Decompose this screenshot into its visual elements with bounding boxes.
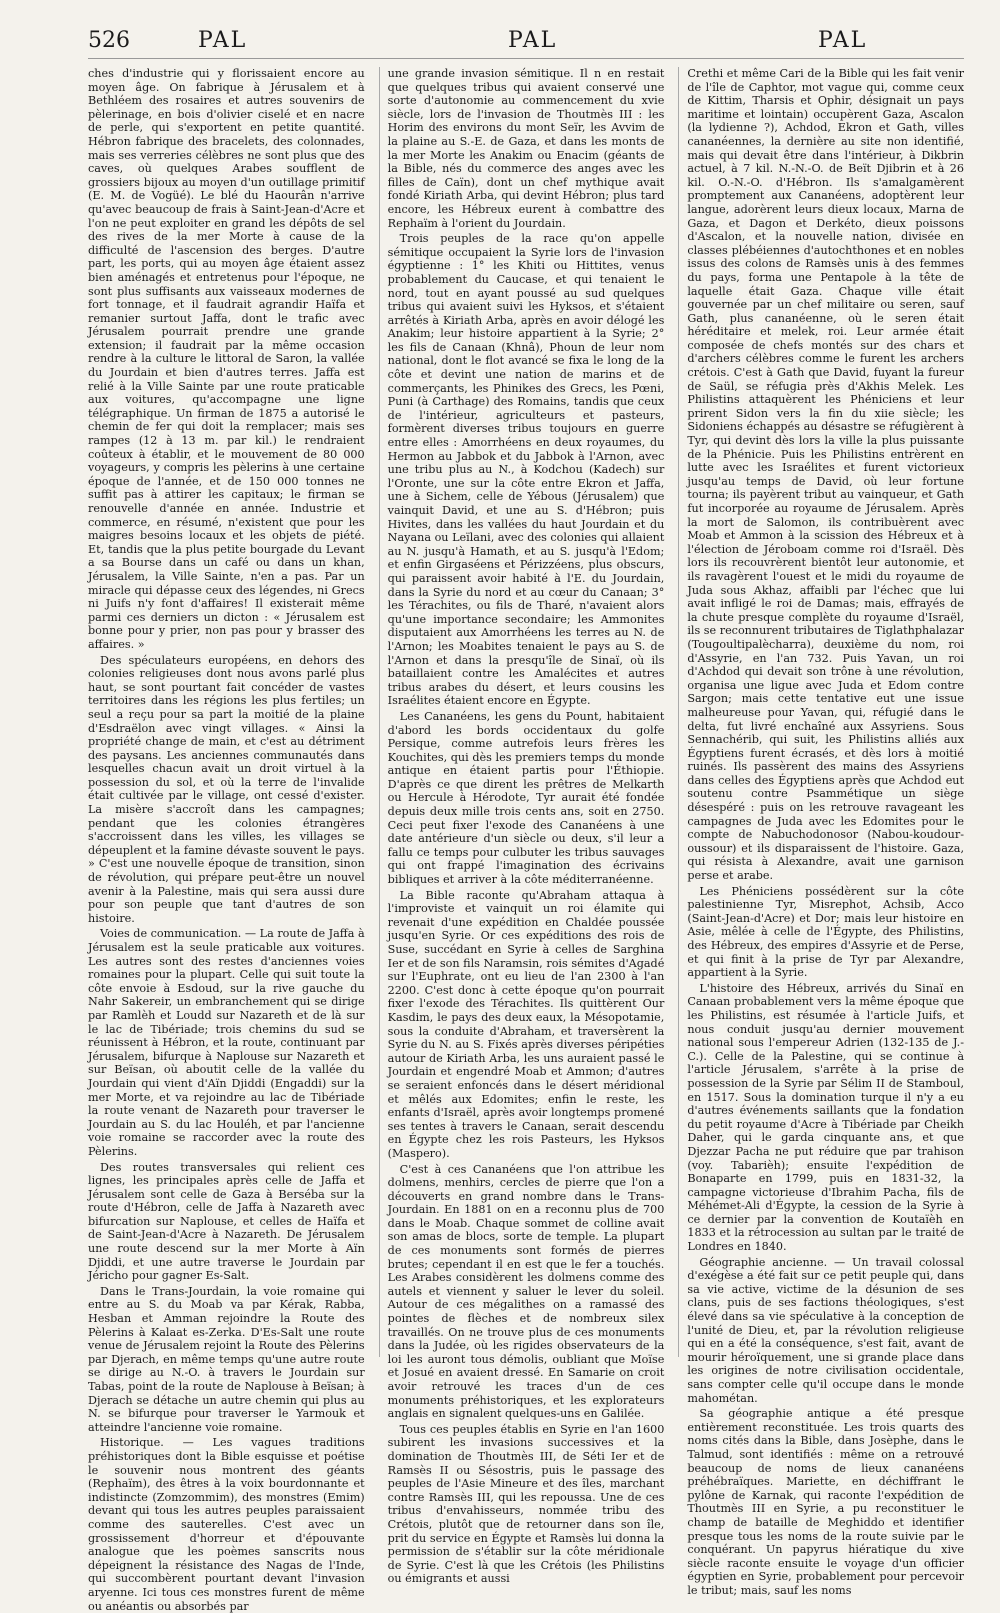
paragraph: Les Phéniciens possédèrent sur la côte palestinienne Tyr, Misrephot, Achsib, Acco (Saint-Jean-d'Acre) et Dor; mais leur histoire en Asie, mêlée à celle de l'Égypte, des Philistins, des Hébreux, des empires d'Assyrie et de Perse, et qui finit à la prise de Tyr par Alexandre, appartient à la Syrie.: [687, 884, 965, 980]
paragraph: Sa géographie antique a été presque entièrement reconstituée. Les trois quarts des noms cités dans la Bible, dans Josèphe, dans le Talmud, sont identifiés : même on a retrouvé beaucoup de noms de lieux cananéens préhébraïques. Mariette, en déchiffrant le pylône de Karnak, qui raconte l'expédition de Thoutmès III en Syrie, a pu reconstituer le champ de bataille de Meghiddo et identifier presque tous les noms de la route suivie par le conquérant. Un papyrus hiératique du xive siècle raconte ensuite le voyage d'un officier égyptien en Syrie, probablement pour percevoir le tribut; mais, sauf les noms: [687, 1407, 965, 1597]
paragraph: Des routes transversales qui relient ces lignes, les principales après celle de Jaffa et Jérusalem sont celle de Gaza à Berséba sur la route d'Hébron, celle de Jaffa à Nazareth avec bifurcation sur Naplouse, et celles de Haïfa et de Saint-Jean-d'Acre à Nazareth. De Jérusalem une route descend sur la mer Morte à Aïn Djiddi, et une autre traverse le Jourdain par Jéricho pour gagner Es-Salt.: [88, 1160, 365, 1283]
paragraph: Tous ces peuples établis en Syrie en l'an 1600 subirent les invasions successives et la domination de Thoutmès III, de Séti Ier et de Ramsès II ou Sésostris, puis le passage des peuples de l'Asie Mineure et des îles, marchant contre Ramsès III, qui les repoussa. Une de ces tribus d'envahisseurs, nommée tribu des Crétois, plutôt que de retourner dans son île, prit du service en Égypte et Ramsès lui donna la permission de s'établir sur la côte méridionale de Syrie. C'est là que les Crétois (les Philistins ou émigrants et aussi: [387, 1422, 665, 1586]
paragraph: une grande invasion sémitique. Il n en restait que quelques tribus qui avaient conservé une sorte d'autonomie au commencement du xvie siècle, lors de l'invasion de Thoutmès III : les Horim des environs du mont Seïr, les Avvim de la plaine au S.-E. de Gaza, et dans les monts de la mer Morte les Anakim ou Enacim (géants de la Bible, nés du commerce des anges avec les filles de Caïn), dont un chef mythique avait fondé Kiriath Arba, qui devint Hébron; plus tard encore, les Hébreux eurent à combattre des Rephaïm à l'orient du Jourdain.: [387, 67, 665, 230]
text-columns: [88, 67, 965, 1613]
paragraph: C'est à ces Cananéens que l'on attribue les dolmens, menhirs, cercles de pierre que l'on a découverts en grand nombre dans le Trans-Jourdain. En 1881 on en a reconnu plus de 700 dans le Moab. Chaque sommet de colline avait son amas de blocs, sorte de temple. La plupart de ces monuments sont formés de pierres brutes; cependant il en est que le fer a touchés. Les Arabes considèrent les dolmens comme des autels et viennent y saluer le lever du soleil. Autour de ces mégalithes on a ramassé des pointes de flèches et de nombreux silex travaillés. On ne trouve plus de ces monuments dans la Judée, où les rigides observateurs de la loi les auront tous démolis, oubliant que Moïse et Josué en avaient dressé. En Samarie on croit avoir retrouvé les traces d'un de ces monuments préhistoriques, et les explorateurs anglais en signalent quelques-uns en Galilée.: [387, 1162, 665, 1421]
paragraph: La Bible raconte qu'Abraham attaqua à l'improviste et vainquit un roi élamite qui revenait d'une expédition en Chaldée poussée jusqu'en Syrie. Or ces expéditions des rois de Suse, succédant en Syrie à celles de Sarghina Ier et de son fils Naramsin, rois sémites d'Agadé sur l'Euphrate, ont eu lieu de l'an 2300 à l'an 2200. C'est donc à cette époque qu'on pourrait fixer l'exode des Térachites. Ils quittèrent Our Kasdim, le pays des deux eaux, la Mésopotamie, sous la conduite d'Abraham, et traversèrent la Syrie du N. au S. Fixés après diverses péripéties autour de Kiriath Arba, les uns auraient passé le Jourdain et engendré Moab et Ammon; d'autres se seraient enfoncés dans le désert méridional et mêlés aux Edomites; enfin le reste, les enfants d'Israël, après avoir longtemps promené ses tentes à travers le Canaan, serait descendu en Égypte chez les rois Pasteurs, les Hyksos (Maspero).: [387, 888, 665, 1160]
running-head-center: PAL: [508, 28, 558, 53]
running-head-right: PAL: [818, 28, 868, 53]
paragraph: L'histoire des Hébreux, arrivés du Sinaï en Canaan probablement vers la même époque que les Philistins, est résumée à l'article Juifs, et nous conduit jusqu'au dernier mouvement national sous l'empereur Adrien (132-135 de J.-C.). Celle de la Palestine, qui se continue à l'article Jérusalem, s'arrête à la prise de possession de la Syrie par Sélim II de Stamboul, en 1517. Sous la domination turque il n'y a eu d'autres événements saillants que la fondation du petit royaume d'Acre à Tibériade par Cheikh Daher, qui le garda cinquante ans, et que Djezzar Pacha ne put réduire que par trahison (voy. Tabarièh); ensuite l'expédition de Bonaparte en 1799, puis en 1831-32, la campagne victorieuse d'Ibrahim Pacha, fils de Méhémet-Ali d'Égypte, la cession de la Syrie à ce dernier par la convention de Koutaïèh en 1833 et la rétrocession au sultan par le traité de Londres en 1840.: [687, 981, 965, 1254]
paragraph: Des spéculateurs européens, en dehors des colonies religieuses dont nous avons parlé plus haut, se sont pourtant fait concéder de vastes territoires dans les régions les plus fertiles; un seul a reçu pour sa part la moitié de la plaine d'Esdraëlon avec vingt villages. « Ainsi la propriété change de main, et c'est au détriment des paysans. Les anciennes communautés dans lesquelles chacun avait un droit virtuel à la possession du sol, et où la terre de l'invalide était cultivée par le village, ont cessé d'exister. La misère s'accroît dans les campagnes; pendant que les colonies étrangères s'accroissent dans les villes, les villages se dépeuplent et la famine dévaste souvent le pays. » C'est une nouvelle époque de transition, sinon de révolution, qui prépare peut-être un nouvel avenir à la Palestine, mais qui sera aussi dure pour son peuple que tant d'autres de son histoire.: [88, 653, 365, 925]
paragraph: Les Cananéens, les gens du Pount, habitaient d'abord les bords occidentaux du golfe Persique, comme autrefois leurs frères les Kouchites, qui dès les premiers temps du monde antique en étaient partis pour l'Éthiopie. D'après ce que dirent les prêtres de Melkarth ou Hercule à Hérodote, Tyr aurait été fondée depuis deux mille trois cents ans, soit en 2750. Ceci peut fixer l'exode des Cananéens à une date antérieure d'un siècle ou deux, s'il leur a fallu ce temps pour culbuter les tribus sauvages qui ont frappé l'imagination des écrivains bibliques et arriver à la côte méditerranéenne.: [387, 709, 665, 887]
running-head-left: PAL: [198, 28, 248, 53]
paragraph: ches d'industrie qui y florissaient encore au moyen âge. On fabrique à Jérusalem et à Bethléem des rosaires et autres souvenirs de pèlerinage, en bois d'olivier ciselé et en nacre de perle, qui s'exportent en petite quantité. Hébron fabrique des bracelets, des colonnades, mais ses verreries célèbres ne sont plus que des caves, où quelques Arabes soufflent de grossiers bijoux au moyen d'un outillage primitif (E. M. de Vogüé). Le blé du Haourân n'arrive qu'avec beaucoup de frais à Saint-Jean-d'Acre et l'on ne peut exploiter en grand les dépôts de sel des rives de la mer Morte à cause de la difficulté de l'ascension des berges. D'autre part, les ports, qui au moyen âge étaient assez bien aménagés et entretenus pour l'époque, ne sont plus suffisants aux vaisseaux modernes de fort tonnage, et il faudrait agrandir Haïfa et remanier surtout Jaffa, dont le trafic avec Jérusalem pourrait prendre une grande extension; il faudrait par la même occasion rendre à la culture le littoral de Saron, la vallée du Jourdain et bien d'autres terres. Jaffa est relié à la Ville Sainte par une route praticable aux voitures, qu'accompagne une ligne télégraphique. Un firman de 1875 a autorisé le chemin de fer qui doit la remplacer; mais ses rampes (12 à 13 m. par kil.) le rendraient coûteux à établir, et le mouvement de 80 000 voyageurs, y compris les pèlerins à une certaine époque de l'année, et de 150 000 tonnes ne suffit pas à attirer les capitaux; le firman se renouvelle d'année en année. Industrie et commerce, en résumé, n'existent que pour les maigres besoins locaux et les objets de piété. Et, tandis que la plus petite bourgade du Levant a sa Bourse dans un café ou dans un khan, Jérusalem, la Ville Sainte, n'en a pas. Par un miracle qui dépasse ceux des légendes, ni Grecs ni Juifs n'y font d'affaires! Il existerait même parmi ces derniers un dicton : « Jérusalem est bonne pour y prier, non pas pour y brasser des affaires. »: [88, 67, 365, 651]
page-number: 526: [88, 28, 130, 53]
paragraph: Trois peuples de la race qu'on appelle sémitique occupaient la Syrie lors de l'invasion égyptienne : 1° les Khiti ou Hittites, venus probablement du Caucase, et qui tenaient le nord, tout en ayant poussé au sud quelques tribus qui avaient suivi les Hyksos, et s'étaient arrêtés à Kiriath Arba, après en avoir délogé les Anakim; leur histoire appartient à la Syrie; 2° les fils de Canaan (Khnâ), Phoun de leur nom national, dont le flot avancé se fixa le long de la côte et devint une nation de marins et de commerçants, les Phinikes des Grecs, les Pœni, Puni (à Carthage) des Romains, tandis que ceux de l'intérieur, agriculteurs et pasteurs, formèrent diverses tribus toujours en guerre entre elles : Amorrhéens en deux royaumes, du Hermon au Jabbok et du Jabbok à l'Arnon, avec une tribu plus au N., à Kodchou (Kadech) sur l'Oronte, une sur la côte entre Ekron et Jaffa, une à Sichem, celle de Yébous (Jérusalem) que vainquit David, et une au S. d'Hébron; puis Hivites, dans les vallées du haut Jourdain et du Nayana ou Leïlani, avec des colonies qui allaient au N. jusqu'à Hamath, et au S. jusqu'à l'Edom; et enfin Girgaséens et Périzzéens, plus obscurs, qui paraissent avoir habité à l'E. du Jourdain, dans la Syrie du nord et au cœur du Canaan; 3° les Térachites, ou fils de Tharé, n'avaient alors qu'une importance secondaire; les Ammonites disputaient aux Amorrhéens les terres au N. de l'Arnon; les Moabites tenaient le pays au S. de l'Arnon et dans la presqu'île de Sinaï, où ils bataillaient contre les Amalécites et autres tribus arabes du désert, et leurs cousins les Israélites étaient encore en Égypte.: [387, 232, 665, 708]
paragraph: Voies de communication. — La route de Jaffa à Jérusalem est la seule praticable aux voitures. Les autres sont des restes d'anciennes voies romaines pour la plupart. Celle qui suit toute la côte envoie à Esdoud, sur la rive gauche du Nahr Sakereir, un embranchement qui se dirige par Ramlèh et Loudd sur Nazareth et de là sur le lac de Tibériade; trois chemins du sud se réunissent à Hébron, et la route, continuant par Jérusalem, bifurque à Naplouse sur Nazareth et sur Beïsan, où aboutit celle de la vallée du Jourdain qui vient d'Aïn Djiddi (Engaddi) sur la mer Morte, et va rejoindre au lac de Tibériade la route venant de Nazareth pour traverser le Jourdain au S. du lac Houléh, et par l'ancienne voie romaine se raccorder avec la route des Pèlerins.: [88, 927, 365, 1158]
paragraph: Dans le Trans-Jourdain, la voie romaine qui entre au S. du Moab va par Kérak, Rabba, Hesban et Amman rejoindre la Route des Pèlerins à Kalaat es-Zerka. D'Es-Salt une route venue de Jérusalem rejoint la Route des Pèlerins par Djerach, en même temps qu'une autre route se dirige au N.-O. à travers le Jourdain sur Tabas, point de la route de Naplouse à Beïsan; à Djerach se détache un autre chemin qui plus au N. se bifurque pour traverser le Yarmouk et atteindre l'ancienne voie romaine.: [88, 1284, 365, 1434]
column-3: [678, 67, 965, 1597]
column-2: [379, 67, 665, 1586]
column-1: [88, 67, 365, 1613]
paragraph: Géographie ancienne. — Un travail colossal d'exégèse a été fait sur ce petit peuple qui, dans sa vie active, victime de la désunion de ses clans, puis de ses factions théologiques, s'est élevé dans sa vie spéculative à la conception de l'unité de Dieu, et, par la révolution religieuse qui en a été la conséquence, s'est fait, avant de mourir héroïquement, une si grande place dans les origines de notre civilisation occidentale, sans compter celle qu'il occupe dans le monde mahométan.: [687, 1255, 965, 1405]
page-header: [88, 18, 964, 59]
paragraph: Historique. — Les vagues traditions préhistoriques dont la Bible esquisse et poétise le souvenir nous montrent des géants (Rephaïm), des êtres à la voix bourdonnante et indistincte (Zomzommim), des monstres (Emim) devant qui tous les autres peuples paraissaient comme des sauterelles. C'est avec un grossissement d'horreur et d'épouvante analogue que les poèmes sanscrits nous dépeignent la résistance des Nagas de l'Inde, qui succombèrent pourtant devant l'invasion aryenne. Ici tous ces monstres furent de même ou anéantis ou absorbés par: [88, 1436, 365, 1613]
paragraph: Crethi et même Cari de la Bible qui les fait venir de l'île de Caphtor, mot vague qui, comme ceux de Kittim, Tharsis et Ophir, désignait un pays maritime et lointain) occupèrent Gaza, Ascalon (la lydienne ?), Achdod, Ekron et Gath, villes cananéennes, la dernière au site non identifié, mais qui devait être dans l'intérieur, à Dikbrin actuel, à 7 kil. N.-N.-O. de Beït Djibrin et à 26 kil. O.-N.-O. d'Hébron. Ils s'amalgamèrent promptement aux Cananéens, adoptèrent leur langue, adorèrent leurs dieux locaux, Marna de Gaza, et Dagon et Derkéto, dieux poissons d'Ascalon, et la nouvelle nation, divisée en classes plébéiennes d'autochthones et en nobles issus des colons de Ramsès unis à des femmes du pays, forma une Pentapole à la tête de laquelle était Gaza. Chaque ville était gouvernée par un chef militaire ou seren, sauf Gath, plus cananéenne, où le seren était héréditaire et melek, roi. Leur armée était composée de chefs montés sur des chars et d'archers célèbres comme le furent les archers crétois. C'est à Gath que David, fuyant la fureur de Saül, se réfugia près d'Akhis Melek. Les Philistins attaquèrent les Phéniciens et leur prirent Sidon vers la fin du xiie siècle; les Sidoniens échappés au désastre se réfugièrent à Tyr, qui devint dès lors la ville la plus puissante de la Phénicie. Puis les Philistins entrèrent en lutte avec les Israélites et furent victorieux jusqu'au temps de David, où leur fortune tourna; ils payèrent tribut au vainqueur, et Gath fut incorporée au royaume de Jérusalem. Après la mort de Salomon, ils contribuèrent avec Moab et Ammon à la scission des Hébreux et à l'élection de Jéroboam comme roi d'Israël. Dès lors ils recouvrèrent bientôt leur autonomie, et ils ravagèrent l'ouest et le midi du royaume de Juda sous Akhaz, affaibli par l'échec que lui avait infligé le roi de Damas; mais, effrayés de la chute presque complète du royaume d'Israël, ils se reconnurent tributaires de Tiglathphalazar (Tougoultipalècharra), deuxième du nom, roi d'Assyrie, en l'an 732. Puis Yavan, un roi d'Achdod qui devait son trône à une révolution, organisa une ligue avec Juda et Edom contre Sargon; mais cette tentative eut une issue malheureuse pour Yavan, qui, réfugié dans le delta, fut livré enchaîné aux Assyriens. Sous Sennachérib, qui suit, les Philistins alliés aux Égyptiens furent écrasés, et dès lors à moitié ruinés. Ils passèrent des mains des Assyriens dans celles des Égyptiens après que Achdod eut soutenu contre Psammétique un siège désespéré : puis on les retrouve ravageant les campagnes de Juda avec les Edomites pour le compte de Nabuchodonosor (Nabou-koudour-oussour) et ils disparaissent de l'histoire. Gaza, qui résista à Alexandre, avait une garnison perse et arabe.: [687, 67, 965, 883]
